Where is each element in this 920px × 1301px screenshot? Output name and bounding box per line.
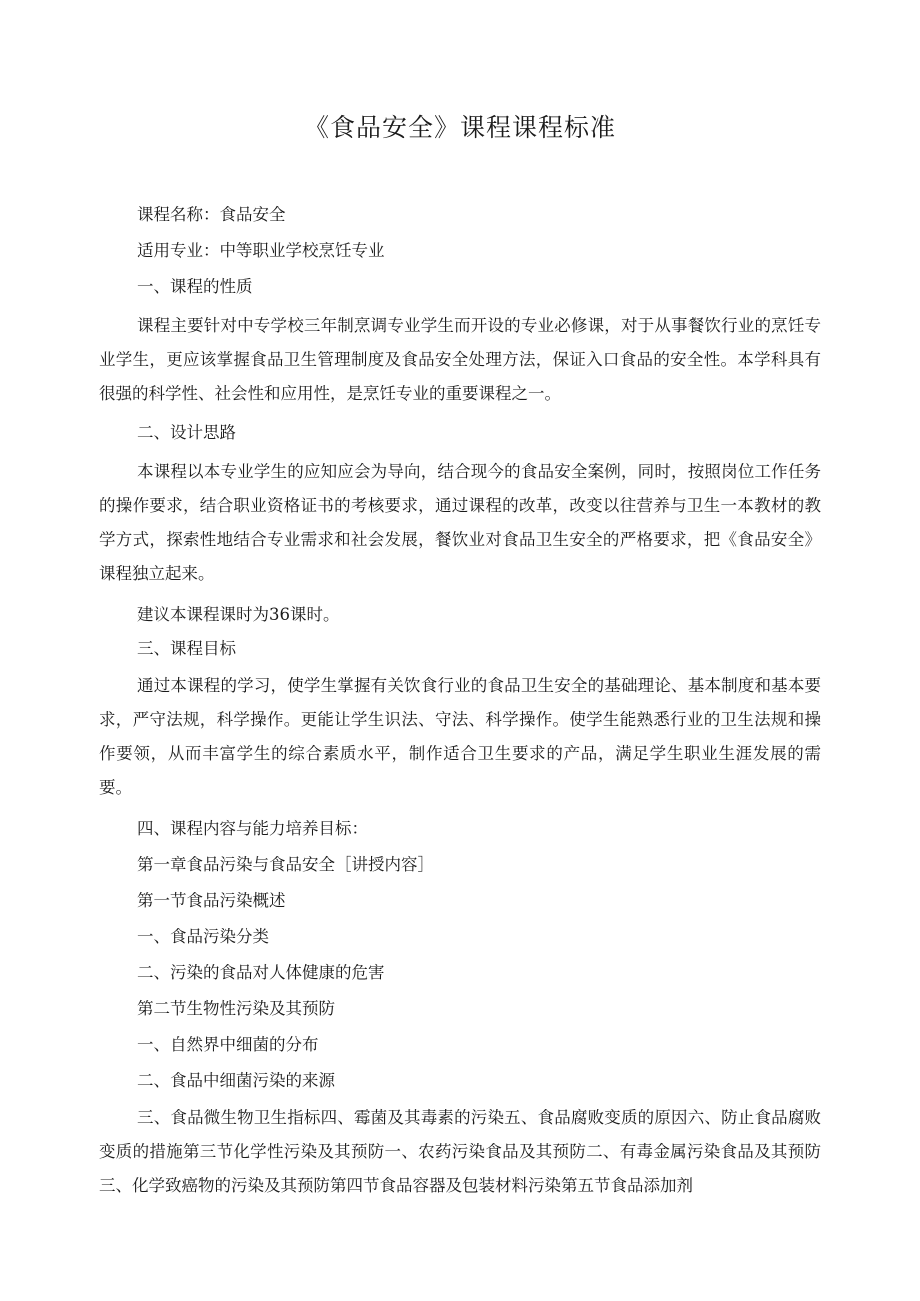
section-2-hours-line: 建议本课程课时为36课时。 bbox=[137, 605, 340, 624]
chapter-1-remaining-contents: 三、食品微生物卫生指标四、霉菌及其毒素的污染五、食品腐败变质的原因六、防止食品腐败变质的措施第三节化学性污染及其预防一、农药污染食品及其预防二、有毒金属污染食品及其预防三、化学致癌物的污染及其预防第四节食品容器及包装材料污染第五节食品添加剂 bbox=[99, 1108, 821, 1195]
applicable-major-line: 适用专业：中等职业学校烹饪专业 bbox=[137, 241, 385, 260]
chapter-1-section-1: 第一节食品污染概述 bbox=[137, 891, 286, 910]
chapter-1-section-2: 第二节生物性污染及其预防 bbox=[137, 999, 335, 1018]
section-3-heading: 三、课程目标 bbox=[137, 639, 236, 658]
chapter-1-heading: 第一章食品污染与食品安全［讲授内容］ bbox=[137, 855, 434, 874]
section-4-heading: 四、课程内容与能力培养目标： bbox=[137, 819, 368, 838]
section-3-paragraph: 通过本课程的学习，使学生掌握有关饮食行业的食品卫生安全的基础理论、基本制度和基本要求，严守法规，科学操作。更能让学生识法、守法、科学操作。使学生能熟悉行业的卫生法规和操作要领，从而丰富学生的综合素质水平，制作适合卫生要求的产品，满足学生职业生涯发展的需要。 bbox=[99, 676, 821, 797]
chapter-1-section-1-item-1: 一、食品污染分类 bbox=[137, 927, 269, 946]
chapter-1-section-2-item-1: 一、自然界中细菌的分布 bbox=[137, 1035, 319, 1054]
chapter-1-section-1-item-2: 二、污染的食品对人体健康的危害 bbox=[137, 963, 385, 982]
section-2-paragraph: 本课程以本专业学生的应知应会为导向，结合现今的食品安全案例，同时，按照岗位工作任务的操作要求，结合职业资格证书的考核要求，通过课程的改革，改变以往营养与卫生一本教材的教学方式，探索性地结合专业需求和社会发展，餐饮业对食品卫生安全的严格要求，把《食品安全》课程独立起来。 bbox=[99, 462, 821, 583]
chapter-1-section-2-item-2: 二、食品中细菌污染的来源 bbox=[137, 1071, 335, 1090]
section-1-paragraph: 课程主要针对中专学校三年制烹调专业学生而开设的专业必修课，对于从事餐饮行业的烹饪专业学生，更应该掌握食品卫生管理制度及食品安全处理方法，保证入口食品的安全性。本学科具有很强的科学性、社会性和应用性，是烹饪专业的重要课程之一。 bbox=[99, 316, 821, 403]
document-title: 《食品安全》课程课程标准 bbox=[303, 113, 616, 142]
course-name-line: 课程名称：食品安全 bbox=[137, 205, 286, 224]
section-2-heading: 二、设计思路 bbox=[137, 423, 236, 442]
section-1-heading: 一、课程的性质 bbox=[137, 277, 253, 296]
